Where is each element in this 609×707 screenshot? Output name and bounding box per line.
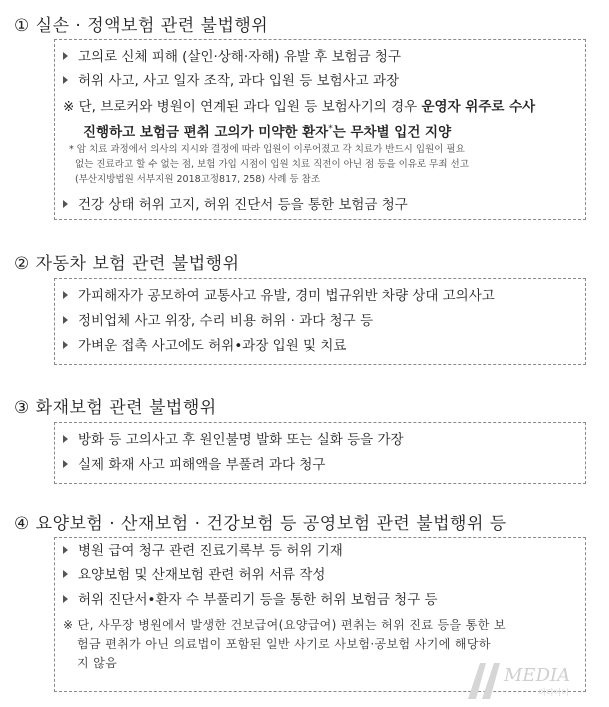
section-4-title: ④ 요양보험 · 산재보험 · 건강보험 등 공영보험 관련 불법행위 등 — [14, 514, 507, 534]
list-item: 방화 등 고의사고 후 원인불명 발화 또는 실화 등을 가장 — [63, 431, 579, 449]
triangle-bullet-icon — [63, 76, 68, 84]
list-item: 정비업체 사고 위장, 수리 비용 허위 · 과다 청구 등 — [63, 312, 579, 330]
list-item: 요양보험 및 산재보험 관련 허위 서류 작성 — [63, 566, 579, 584]
list-item: 허위 사고, 사고 일자 조작, 과다 입원 등 보험사고 과장 — [63, 72, 579, 90]
media-watermark-logo — [462, 655, 602, 703]
triangle-bullet-icon — [63, 316, 68, 324]
list-item: 실제 화재 사고 피해액을 부풀려 과다 청구 — [63, 456, 579, 474]
list-item: 병원 급여 청구 관련 진료기록부 등 허위 기재 — [63, 542, 579, 560]
section-1-footnote: * 암 치료 과정에서 의사의 지시와 결정에 따라 입원이 이루어졌고 각 치료가 반드시 입원이 필요 없는 진료라고 할 수 없는 점, 보험 가입 시점이 입원 치료 직전이 아닌 점 등을 이유로 무죄 선고 (부산지방법원 서부지원 2018고정817, 258) 사례 등 참조 — [69, 144, 469, 185]
section-1-note: ※ 단, 브로커와 병원이 연계된 과다 입원 등 보험사기의 경우 운영자 위주로 수사 진행하고 보험금 편취 고의가 미약한 환자*는 무차별 입건 지양 — [63, 99, 536, 141]
section-3-box — [54, 422, 586, 484]
watermark-icon — [462, 655, 602, 703]
watermark-subtext: 미디어이 — [538, 688, 569, 697]
triangle-bullet-icon — [63, 435, 68, 443]
section-2-title: ② 자동차 보험 관련 불법행위 — [14, 254, 240, 274]
section-3-title: ③ 화재보험 관련 불법행위 — [14, 398, 217, 418]
triangle-bullet-icon — [63, 546, 68, 554]
section-1-box — [54, 39, 586, 220]
list-item: 허위 진단서•환자 수 부풀리기 등을 통한 허위 보험금 청구 등 — [63, 591, 579, 609]
section-4-note: ※ 단, 사무장 병원에서 발생한 건보급여(요양급여) 편취는 허위 진료 등을 통한 보 험금 편취가 아닌 의료법이 포함된 일반 사기로 사보험·공보험 사기에 해당하 지 않음 — [63, 618, 506, 670]
list-item: 가피해자가 공모하여 교통사고 유발, 경미 법규위반 차량 상대 고의사고 — [63, 287, 579, 305]
watermark-text: MEDIA — [504, 665, 571, 686]
list-item: 고의로 신체 피해 (살인·상해·자해) 유발 후 보험금 청구 — [63, 48, 579, 66]
triangle-bullet-icon — [63, 200, 68, 208]
list-item: 건강 상태 허위 고지, 허위 진단서 등을 통한 보험금 청구 — [63, 196, 579, 214]
list-item: 가벼운 접촉 사고에도 허위•과장 입원 및 치료 — [63, 337, 579, 355]
section-1-title: ① 실손 · 정액보험 관련 불법행위 — [14, 16, 269, 36]
triangle-bullet-icon — [63, 291, 68, 299]
triangle-bullet-icon — [63, 595, 68, 603]
triangle-bullet-icon — [63, 341, 68, 349]
section-2-box — [54, 278, 586, 365]
triangle-bullet-icon — [63, 570, 68, 578]
triangle-bullet-icon — [63, 52, 68, 60]
triangle-bullet-icon — [63, 460, 68, 468]
